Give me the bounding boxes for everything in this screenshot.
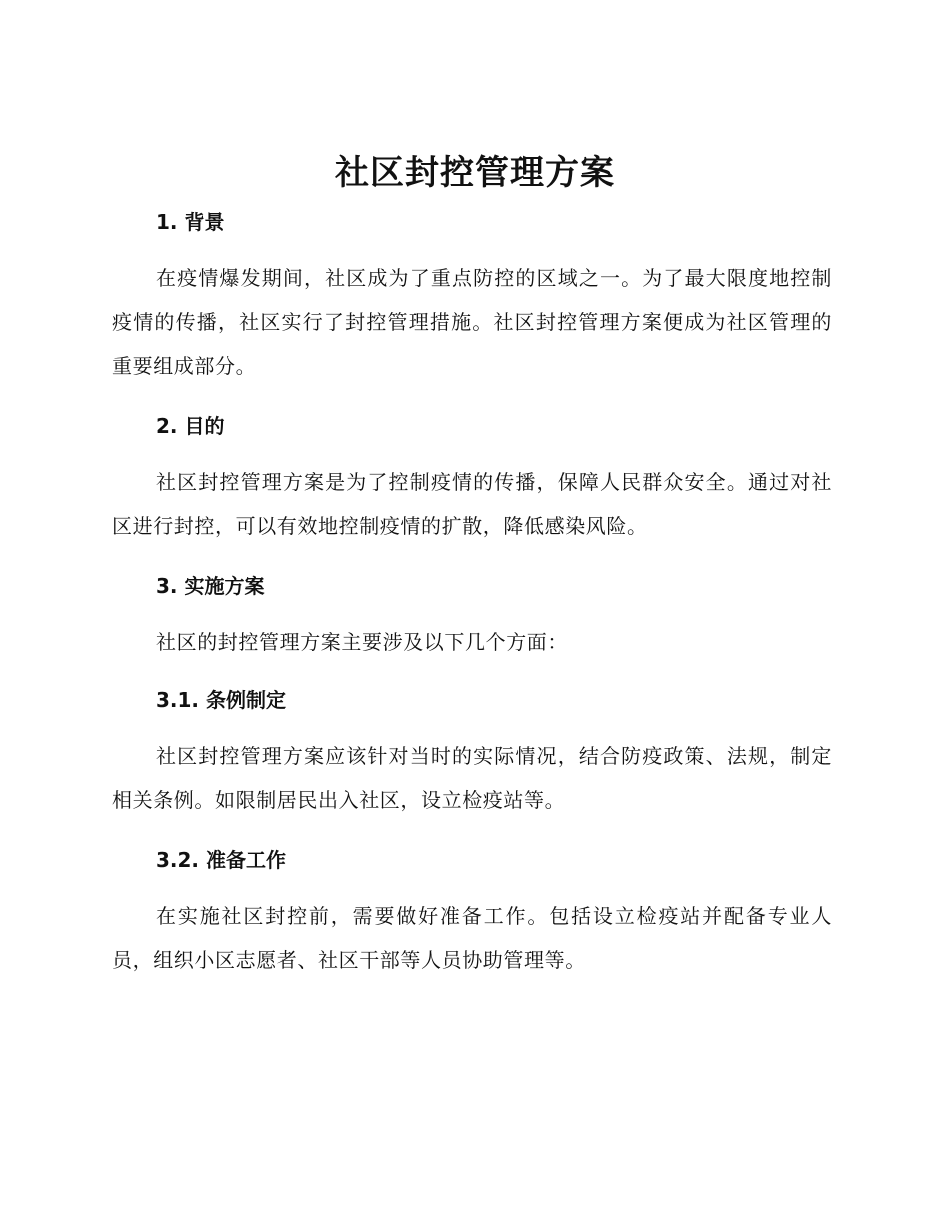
section-paragraph-regulations: 社区封控管理方案应该针对当时的实际情况，结合防疫政策、法规，制定相关条例。如限制居民出入社区，设立检疫站等。: [112, 744, 832, 812]
section-paragraph-implementation: 社区的封控管理方案主要涉及以下几个方面：: [156, 630, 568, 654]
section-heading-background: 1. 背景: [156, 210, 225, 234]
section-paragraph-background: 在疫情爆发期间，社区成为了重点防控的区域之一。为了最大限度地控制疫情的传播，社区实行了封控管理措施。社区封控管理方案便成为社区管理的重要组成部分。: [112, 266, 832, 378]
section-heading-preparation: 3.2. 准备工作: [156, 848, 286, 872]
section-heading-implementation: 3. 实施方案: [156, 574, 265, 598]
section-paragraph-preparation: 在实施社区封控前，需要做好准备工作。包括设立检疫站并配备专业人员，组织小区志愿者、社区干部等人员协助管理等。: [112, 904, 832, 972]
page-title: 社区封控管理方案: [335, 153, 615, 193]
section-paragraph-purpose: 社区封控管理方案是为了控制疫情的传播，保障人民群众安全。通过对社区进行封控，可以有效地控制疫情的扩散，降低感染风险。: [112, 470, 832, 538]
section-heading-purpose: 2. 目的: [156, 414, 225, 438]
section-heading-regulations: 3.1. 条例制定: [156, 688, 286, 712]
